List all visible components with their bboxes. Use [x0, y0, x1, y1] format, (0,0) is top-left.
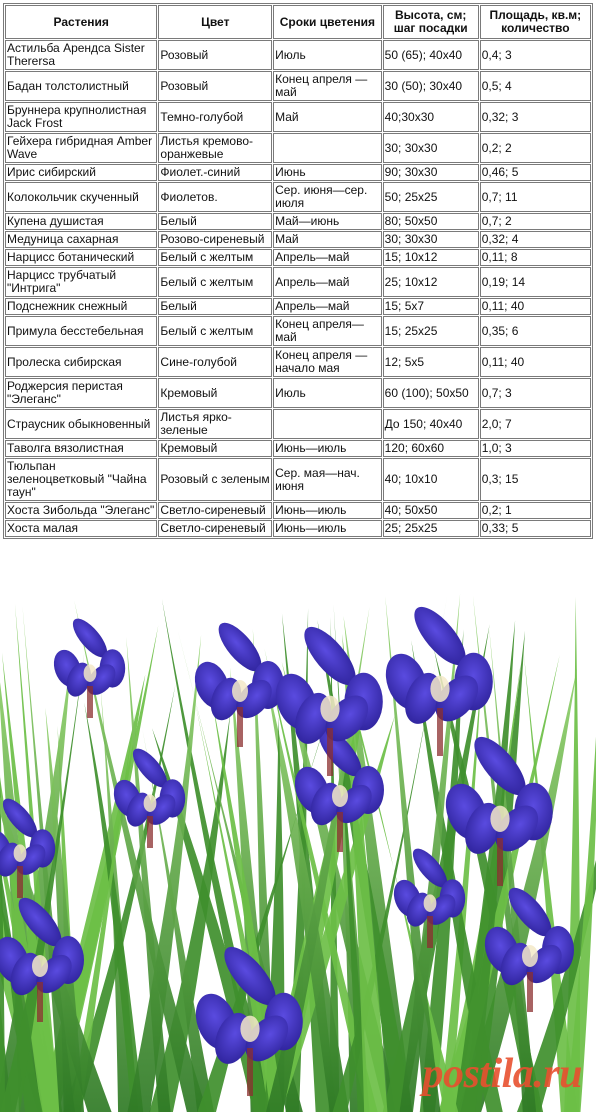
table-row [5, 164, 591, 181]
cell-bloom-time [273, 133, 382, 163]
table-row [5, 378, 591, 408]
iris-stem [237, 707, 243, 747]
cell-height: 50; 25x25 [383, 182, 479, 212]
cell-plant: Астильба Арендса Sister Therersa [5, 40, 157, 70]
cell-area: 0,7; 11 [480, 182, 591, 212]
cell-height: 80; 50x50 [383, 213, 479, 230]
cell-bloom-time [273, 409, 382, 439]
cell-plant: Примула бесстебельная [5, 316, 157, 346]
iris-stem [437, 708, 443, 756]
cell-height: 15; 25x25 [383, 316, 479, 346]
cell-height: 15; 10x12 [383, 249, 479, 266]
iris-photo [0, 592, 596, 1112]
cell-area: 0,4; 3 [480, 40, 591, 70]
cell-bloom-time: Апрель—май [273, 267, 382, 297]
table-row [5, 316, 591, 346]
cell-color: Кремовый [158, 378, 272, 408]
cell-area: 0,11; 40 [480, 298, 591, 315]
cell-color: Белый [158, 298, 272, 315]
cell-bloom-time: Конец апреля —начало мая [273, 347, 382, 377]
cell-color: Темно-голубой [158, 102, 272, 132]
cell-area: 1,0; 3 [480, 440, 591, 457]
plants-table-container [3, 3, 593, 539]
table-row [5, 40, 591, 70]
cell-bloom-time: Июль [273, 378, 382, 408]
iris-flowers-image [0, 592, 596, 1112]
cell-area: 0,2; 2 [480, 133, 591, 163]
iris-center [424, 894, 437, 912]
iris-stem [147, 816, 153, 848]
cell-plant: Медуница сахарная [5, 231, 157, 248]
cell-plant: Нарцисс трубчатый "Интрига" [5, 267, 157, 297]
cell-area: 0,35; 6 [480, 316, 591, 346]
iris-stem [327, 728, 333, 776]
cell-bloom-time: Конец апреля — май [273, 71, 382, 101]
header-area: Площадь, кв.м; количество [480, 5, 591, 39]
cell-plant: Страусник обыкновенный [5, 409, 157, 439]
cell-bloom-time: Апрель—май [273, 298, 382, 315]
iris-center [84, 664, 97, 682]
cell-color: Фиолет.-синий [158, 164, 272, 181]
iris-center [522, 945, 538, 967]
cell-plant: Хоста Зибольда "Элеганс" [5, 502, 157, 519]
cell-area: 0,46; 5 [480, 164, 591, 181]
cell-area: 0,7; 2 [480, 213, 591, 230]
iris-stem [37, 982, 43, 1022]
cell-color: Белый [158, 213, 272, 230]
table-row [5, 458, 591, 501]
cell-area: 0,2; 1 [480, 502, 591, 519]
header-plants: Растения [5, 5, 157, 39]
cell-plant: Подснежник снежный [5, 298, 157, 315]
cell-bloom-time: Апрель—май [273, 249, 382, 266]
cell-color: Розовый [158, 40, 272, 70]
table-row [5, 267, 591, 297]
table-row [5, 520, 591, 537]
cell-plant: Гейхера гибридная Amber Wave [5, 133, 157, 163]
cell-height: 25; 25x25 [383, 520, 479, 537]
cell-plant: Пролеска сибирская [5, 347, 157, 377]
cell-area: 0,7; 3 [480, 378, 591, 408]
cell-bloom-time: Сер. июня—сер. июля [273, 182, 382, 212]
cell-height: 60 (100); 50x50 [383, 378, 479, 408]
cell-bloom-time: Июль [273, 40, 382, 70]
cell-bloom-time: Июнь—июль [273, 520, 382, 537]
cell-bloom-time: Июнь [273, 164, 382, 181]
cell-area: 0,11; 40 [480, 347, 591, 377]
cell-plant: Тюльпан зеленоцветковый "Чайна таун" [5, 458, 157, 501]
table-row [5, 213, 591, 230]
cell-height: 40;30x30 [383, 102, 479, 132]
table-row [5, 249, 591, 266]
iris-stem [17, 866, 23, 898]
cell-color: Розовый [158, 71, 272, 101]
cell-bloom-time: Май—июнь [273, 213, 382, 230]
table-row [5, 133, 591, 163]
cell-color: Белый с желтым [158, 267, 272, 297]
cell-height: 25; 10x12 [383, 267, 479, 297]
cell-color: Белый с желтым [158, 316, 272, 346]
cell-bloom-time: Сер. мая—нач. июня [273, 458, 382, 501]
iris-center [32, 955, 48, 977]
header-color: Цвет [158, 5, 272, 39]
cell-area: 2,0; 7 [480, 409, 591, 439]
iris-center [144, 794, 157, 812]
table-row [5, 440, 591, 457]
iris-stem [87, 686, 93, 718]
cell-height: 30; 30x30 [383, 231, 479, 248]
cell-height: 50 (65); 40x40 [383, 40, 479, 70]
cell-plant: Роджерсия перистая "Элеганс" [5, 378, 157, 408]
table-header-row [5, 5, 591, 39]
table-row [5, 71, 591, 101]
iris-center [332, 785, 348, 807]
cell-height: 90; 30x30 [383, 164, 479, 181]
header-bloom-time: Сроки цветения [273, 5, 382, 39]
iris-stem [427, 916, 433, 948]
table-body [5, 40, 591, 537]
iris-stem [497, 838, 503, 886]
iris-center [430, 676, 449, 702]
cell-bloom-time: Июнь—июль [273, 440, 382, 457]
iris-center [320, 696, 339, 722]
cell-color: Розовый с зеленым [158, 458, 272, 501]
iris-stem [337, 812, 343, 852]
iris-stem [247, 1048, 253, 1096]
cell-color: Розово-сиреневый [158, 231, 272, 248]
cell-color: Светло-сиреневый [158, 520, 272, 537]
header-height: Высота, см; шаг посадки [383, 5, 479, 39]
cell-color: Светло-сиреневый [158, 502, 272, 519]
cell-plant: Таволга вязолистная [5, 440, 157, 457]
iris-center [232, 680, 248, 702]
watermark-logo: postila.ru [422, 1051, 582, 1097]
cell-area: 0,33; 5 [480, 520, 591, 537]
plants-table [3, 3, 593, 539]
table-row [5, 102, 591, 132]
cell-color: Сине-голубой [158, 347, 272, 377]
cell-area: 0,19; 14 [480, 267, 591, 297]
cell-height: До 150; 40x40 [383, 409, 479, 439]
cell-plant: Купена душистая [5, 213, 157, 230]
cell-bloom-time: Май [273, 231, 382, 248]
cell-height: 30 (50); 30x40 [383, 71, 479, 101]
iris-stem [527, 972, 533, 1012]
cell-plant: Бруннера крупнолистная Jack Frost [5, 102, 157, 132]
cell-height: 12; 5x5 [383, 347, 479, 377]
cell-area: 0,3; 15 [480, 458, 591, 501]
cell-height: 120; 60x60 [383, 440, 479, 457]
cell-area: 0,32; 3 [480, 102, 591, 132]
iris-center [240, 1016, 259, 1042]
cell-color: Листья ярко-зеленые [158, 409, 272, 439]
cell-bloom-time: Конец апреля—май [273, 316, 382, 346]
iris-center [490, 806, 509, 832]
cell-area: 0,5; 4 [480, 71, 591, 101]
cell-area: 0,11; 8 [480, 249, 591, 266]
cell-height: 40; 10x10 [383, 458, 479, 501]
cell-plant: Бадан толстолистный [5, 71, 157, 101]
cell-color: Фиолетов. [158, 182, 272, 212]
cell-height: 15; 5x7 [383, 298, 479, 315]
cell-height: 40; 50x50 [383, 502, 479, 519]
cell-plant: Колокольчик скученный [5, 182, 157, 212]
table-row [5, 502, 591, 519]
cell-color: Кремовый [158, 440, 272, 457]
cell-height: 30; 30x30 [383, 133, 479, 163]
cell-plant: Хоста малая [5, 520, 157, 537]
table-row [5, 298, 591, 315]
iris-center [14, 844, 27, 862]
table-row [5, 231, 591, 248]
cell-area: 0,32; 4 [480, 231, 591, 248]
cell-plant: Нарцисс ботанический [5, 249, 157, 266]
cell-bloom-time: Июнь—июль [273, 502, 382, 519]
cell-color: Белый с желтым [158, 249, 272, 266]
cell-bloom-time: Май [273, 102, 382, 132]
cell-plant: Ирис сибирский [5, 164, 157, 181]
cell-color: Листья кремово-оранжевые [158, 133, 272, 163]
table-row [5, 347, 591, 377]
table-row [5, 409, 591, 439]
table-row [5, 182, 591, 212]
